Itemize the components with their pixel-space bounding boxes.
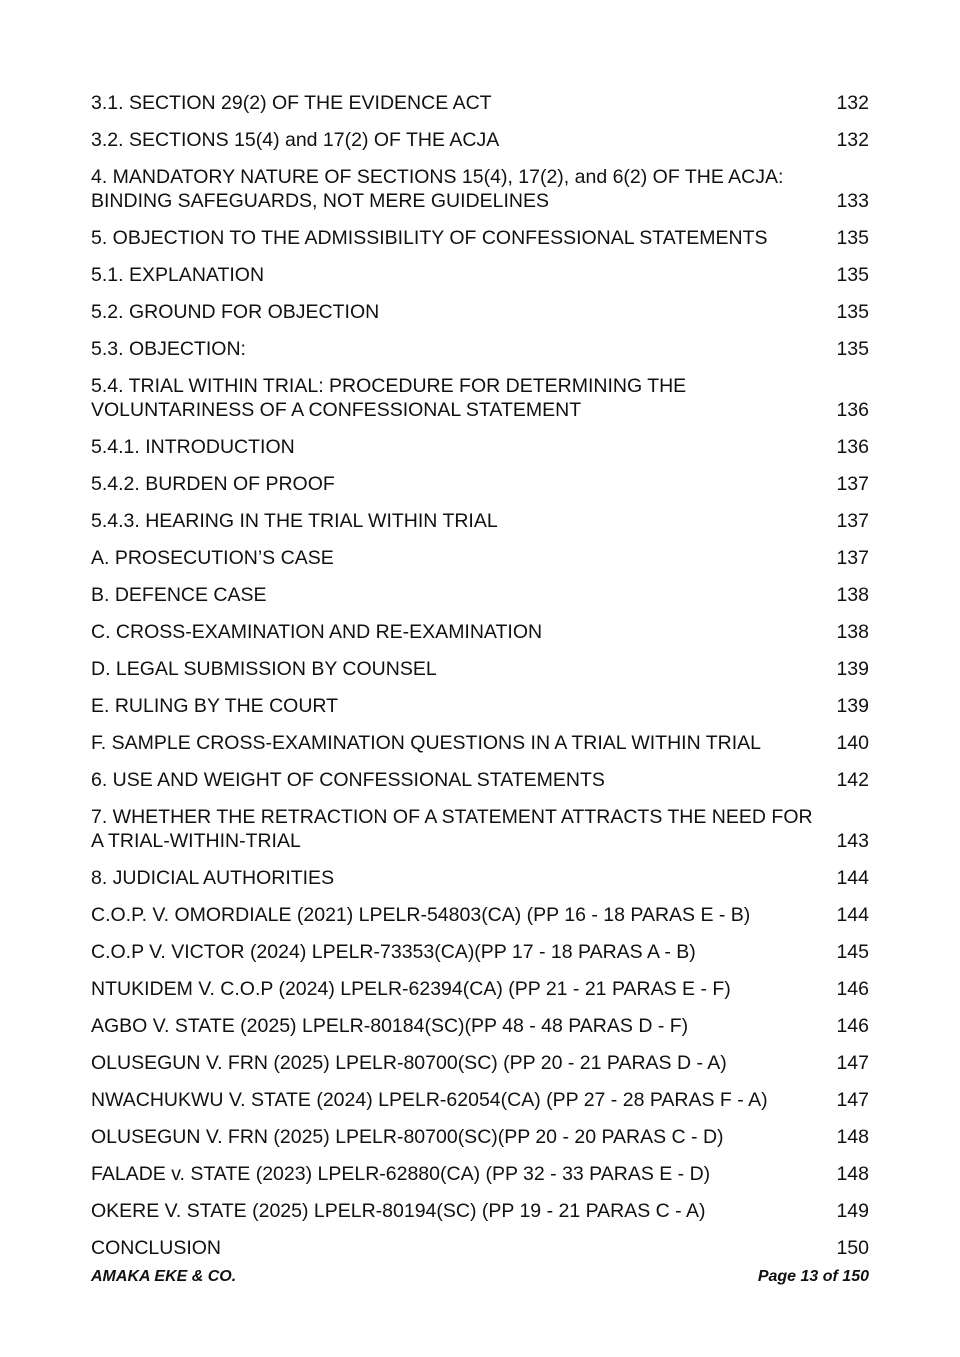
toc-entry[interactable] [91,694,869,718]
toc-entry[interactable] [91,768,869,792]
toc-entry-title: NWACHUKWU V. STATE (2024) LPELR-62054(CA) (PP 27 - 28 PARAS F - A) [91,1089,768,1111]
toc-entry[interactable] [91,1199,869,1223]
toc-entry[interactable] [91,1236,869,1260]
toc-entry[interactable] [91,91,869,115]
toc-entry[interactable] [91,509,869,533]
toc-entry[interactable] [91,1014,869,1038]
toc-entry-title: E. RULING BY THE COURT [91,695,339,717]
toc-entry-page: 138 [836,621,869,643]
toc-entry-title: 3.2. SECTIONS 15(4) and 17(2) OF THE ACJA [91,129,500,151]
toc-entry-title: 8. JUDICIAL AUTHORITIES [91,867,335,889]
toc-entry[interactable] [91,940,869,964]
toc-entry-page: 137 [836,547,869,569]
toc-entry[interactable] [91,977,869,1001]
toc-entry[interactable] [91,620,869,644]
toc-entry-page: 140 [836,732,869,754]
toc-entry-title: OLUSEGUN V. FRN (2025) LPELR-80700(SC) (PP 20 - 21 PARAS D - A) [91,1052,727,1074]
toc-entry-page: 139 [836,658,869,680]
toc-entry[interactable] [91,1162,869,1186]
toc-entry-page: 137 [836,510,869,532]
toc-entry-page: 148 [836,1163,869,1185]
toc-entry-title: 5.4.1. INTRODUCTION [91,436,295,458]
toc-entry-page: 144 [836,904,869,926]
toc-entry-page: 133 [836,190,869,212]
toc-entry-title: 5.4. TRIAL WITHIN TRIAL: PROCEDURE FOR DETERMINING THE VOLUNTARINESS OF A CONFESSIONAL STATEMENT [91,375,687,421]
toc-entry-page: 142 [836,769,869,791]
toc-entry-title: C. CROSS-EXAMINATION AND RE-EXAMINATION [91,621,543,643]
toc-entry-title: 7. WHETHER THE RETRACTION OF A STATEMENT ATTRACTS THE NEED FOR A TRIAL-WITHIN-TRIAL [91,806,813,852]
toc-entry-page: 135 [836,301,869,323]
toc-entry-title: AGBO V. STATE (2025) LPELR-80184(SC)(PP 48 - 48 PARAS D - F) [91,1015,689,1037]
toc-entry[interactable] [91,1051,869,1075]
toc-entry-title: 5.1. EXPLANATION [91,264,265,286]
toc-entry[interactable] [91,374,869,422]
toc-entry-page: 132 [836,129,869,151]
footer-page-number: Page 13 of 150 [757,1268,869,1285]
toc-entry-title: CONCLUSION [91,1237,222,1259]
toc-entry-title: D. LEGAL SUBMISSION BY COUNSEL [91,658,437,680]
toc-entry[interactable] [91,583,869,607]
toc-entry-title: 4. MANDATORY NATURE OF SECTIONS 15(4), 17(2), and 6(2) OF THE ACJA: BINDING SAFEGUARDS, NOT MERE GUIDELINES [91,166,784,212]
toc-entry-title: 3.1. SECTION 29(2) OF THE EVIDENCE ACT [91,92,492,114]
toc-entry-title: B. DEFENCE CASE [91,584,267,606]
toc-entry-page: 135 [836,338,869,360]
toc-entry[interactable] [91,300,869,324]
toc-entry-page: 138 [836,584,869,606]
toc-entry-title: 5.2. GROUND FOR OBJECTION [91,301,380,323]
toc-entry[interactable] [91,165,869,213]
toc-entry-title: 6. USE AND WEIGHT OF CONFESSIONAL STATEMENTS [91,769,605,791]
toc-entry[interactable] [91,263,869,287]
toc-entry-title: FALADE v. STATE (2023) LPELR-62880(CA) (PP 32 - 33 PARAS E - D) [91,1163,711,1185]
toc-entry-title: OLUSEGUN V. FRN (2025) LPELR-80700(SC)(PP 20 - 20 PARAS C - D) [91,1126,724,1148]
toc-entry[interactable] [91,546,869,570]
toc-entry-title: NTUKIDEM V. C.O.P (2024) LPELR-62394(CA) (PP 21 - 21 PARAS E - F) [91,978,731,1000]
toc-entry[interactable] [91,128,869,152]
toc-entry-title: 5.4.2. BURDEN OF PROOF [91,473,335,495]
footer-firm-name: AMAKA EKE & CO. [91,1268,237,1285]
toc-entry[interactable] [91,435,869,459]
toc-entry-page: 150 [836,1237,869,1259]
toc-entry[interactable] [91,731,869,755]
toc-entry-title: 5.4.3. HEARING IN THE TRIAL WITHIN TRIAL [91,510,498,532]
toc-entry-page: 146 [836,978,869,1000]
table-of-contents [91,91,869,1273]
toc-entry-page: 143 [836,830,869,852]
toc-entry-title: F. SAMPLE CROSS-EXAMINATION QUESTIONS IN A TRIAL WITHIN TRIAL [91,732,761,754]
toc-entry[interactable] [91,657,869,681]
toc-entry-title: 5. OBJECTION TO THE ADMISSIBILITY OF CONFESSIONAL STATEMENTS [91,227,768,249]
toc-entry[interactable] [91,226,869,250]
toc-entry-page: 139 [836,695,869,717]
toc-entry-page: 137 [836,473,869,495]
toc-entry-title: A. PROSECUTION’S CASE [91,547,334,569]
toc-entry-page: 145 [836,941,869,963]
toc-entry-title: 5.3. OBJECTION: [91,338,246,360]
toc-entry-page: 146 [836,1015,869,1037]
toc-entry[interactable] [91,1125,869,1149]
toc-entry-page: 149 [836,1200,869,1222]
toc-entry-page: 147 [836,1089,869,1111]
toc-entry-page: 147 [836,1052,869,1074]
toc-entry[interactable] [91,337,869,361]
toc-entry-page: 144 [836,867,869,889]
toc-entry-page: 135 [836,227,869,249]
toc-entry[interactable] [91,472,869,496]
toc-entry-page: 136 [836,436,869,458]
toc-entry[interactable] [91,866,869,890]
toc-entry-title: C.O.P V. VICTOR (2024) LPELR-73353(CA)(PP 17 - 18 PARAS A - B) [91,941,696,963]
toc-entry-title: C.O.P. V. OMORDIALE (2021) LPELR-54803(CA) (PP 16 - 18 PARAS E - B) [91,904,751,926]
toc-entry[interactable] [91,805,869,853]
toc-entry[interactable] [91,903,869,927]
page-footer [91,1268,869,1286]
toc-entry-title: OKERE V. STATE (2025) LPELR-80194(SC) (PP 19 - 21 PARAS C - A) [91,1200,706,1222]
toc-entry-page: 132 [836,92,869,114]
toc-entry-page: 135 [836,264,869,286]
toc-entry-page: 148 [836,1126,869,1148]
toc-entry-page: 136 [836,399,869,421]
toc-entry[interactable] [91,1088,869,1112]
